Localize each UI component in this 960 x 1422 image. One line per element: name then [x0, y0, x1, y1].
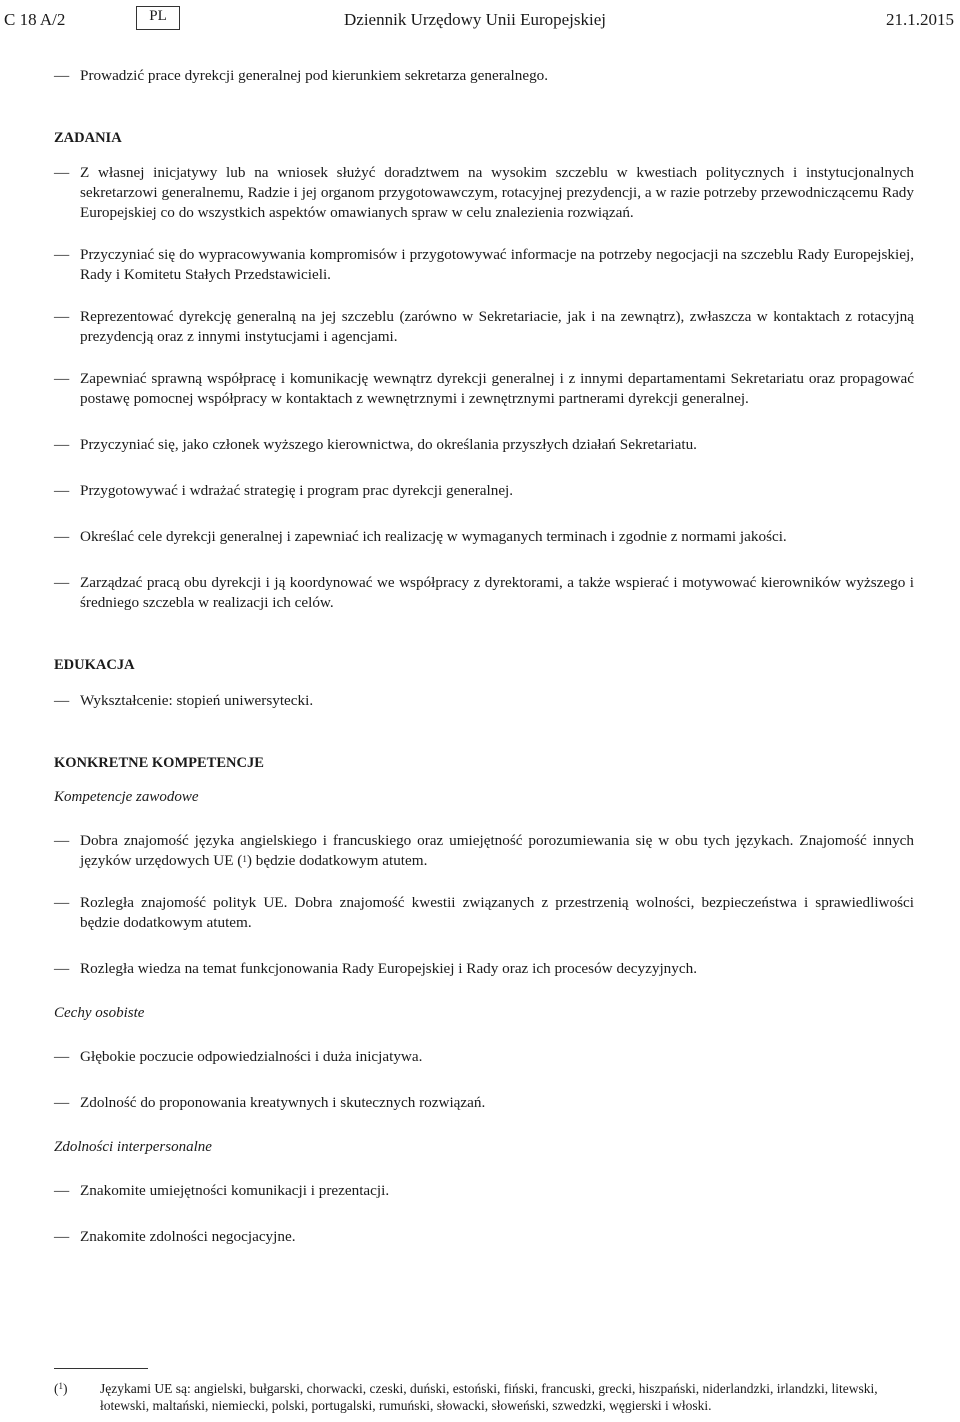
- em-dash: —: [54, 1228, 70, 1245]
- em-dash: —: [54, 1048, 70, 1065]
- em-dash: —: [54, 482, 70, 499]
- list-item: [54, 369, 914, 409]
- subsection-title-interpersonalne: Zdolności interpersonalne: [54, 1139, 212, 1155]
- list-item: [54, 1047, 914, 1067]
- item-text: Zapewniać sprawną współpracę i komunikację wewnątrz dyrekcji generalnej i z innymi departamentami Sekretariatu oraz propagować postawę pomocnej współpracy w kontaktach z wewnętrznymi i zewnętrznymi partnerami dyrekcji generalnej.: [80, 370, 914, 407]
- header-reference: C 18 A/2: [4, 10, 66, 29]
- main-content: [54, 66, 914, 1247]
- item-text: Głębokie poczucie odpowiedzialności i duża inicjatywa.: [80, 1048, 423, 1065]
- list-item: [54, 1227, 914, 1247]
- footnote-mark-number: 1: [58, 1381, 63, 1391]
- subsection-title-zawodowe: Kompetencje zawodowe: [54, 789, 199, 805]
- em-dash: —: [54, 164, 70, 181]
- item-text: Wykształcenie: stopień uniwersytecki.: [80, 692, 314, 709]
- list-item: [54, 435, 914, 455]
- section-title-edukacja: EDUKACJA: [54, 657, 135, 673]
- header-date: 21.1.2015: [886, 10, 954, 29]
- list-item: [54, 245, 914, 285]
- item-text: Rozległa wiedza na temat funkcjonowania Rady Europejskiej i Rady oraz ich procesów decyzyjnych.: [80, 960, 697, 977]
- item-text: Z własnej inicjatywy lub na wniosek służyć doradztwem na wysokim szczeblu w kwestiach politycznych i instytucjonalnych sekretarzowi generalnemu, Radzie i jej organom przygotowawczym, rotacyjnej prezydencji, a w razie potrzeby przewodniczącemu Rady Europejskiej co do wszystkich aspektów omawianych spraw w celu znalezienia rozwiązań.: [80, 164, 914, 221]
- footnote-mark: [54, 1380, 68, 1397]
- journal-title: Dziennik Urzędowy Unii Europejskiej: [344, 10, 607, 29]
- list-item: [54, 573, 914, 613]
- item-text: Znakomite umiejętności komunikacji i prezentacji.: [80, 1182, 390, 1199]
- list-item: [54, 527, 914, 547]
- item-text: Rozległa znajomość polityk UE. Dobra znajomość kwestii związanych z przestrzenią wolności, bezpieczeństwa i sprawiedliwości będzie dodatkowym atutem.: [80, 894, 914, 931]
- item-text: Przyczyniać się, jako członek wyższego kierownictwa, do określania przyszłych działań Sekretariatu.: [80, 436, 697, 453]
- em-dash: —: [54, 960, 70, 977]
- item-text: Reprezentować dyrekcję generalną na jej szczeblu (zarówno w Sekretariacie, jak i na zewnątrz), zwłaszcza w kontaktach z rotacyjną prezydencją oraz z innymi instytucjami i agencjami.: [80, 308, 914, 345]
- item-text: Zarządzać pracą obu dyrekcji i ją koordynować we współpracy z dyrektorami, a także wspierać i motywować kierowników wyższego i średniego szczebla w realizacji ich celów.: [80, 574, 914, 611]
- em-dash: —: [54, 1182, 70, 1199]
- list-item: [54, 959, 914, 979]
- item-text: Znakomite zdolności negocjacyjne.: [80, 1228, 296, 1245]
- footnote-text: Językami UE są: angielski, bułgarski, chorwacki, czeski, duński, estoński, fiński, francuski, grecki, hiszpański, niderlandzki, irlandzki, litewski, łotewski, maltański, niemiecki, polski, portugalski, rumuński, słowacki, słoweński, szwedzki, węgierski i włoski.: [100, 1381, 878, 1413]
- list-item: [54, 1181, 914, 1201]
- em-dash: —: [54, 308, 70, 325]
- item-text: Prowadzić prace dyrekcji generalnej pod kierunkiem sekretarza generalnego.: [80, 67, 549, 84]
- list-item: [54, 66, 914, 86]
- em-dash: —: [54, 370, 70, 387]
- em-dash: —: [54, 436, 70, 453]
- footnote-mark-close: ): [63, 1381, 68, 1396]
- subsection-title-osobiste: Cechy osobiste: [54, 1005, 145, 1021]
- em-dash: —: [54, 574, 70, 591]
- item-text: Zdolność do proponowania kreatywnych i skutecznych rozwiązań.: [80, 1094, 486, 1111]
- list-item: [54, 691, 914, 711]
- list-item: [54, 1093, 914, 1113]
- item-text-continued: ) będzie dodatkowym atutem.: [246, 852, 428, 869]
- em-dash: —: [54, 246, 70, 263]
- em-dash: —: [54, 894, 70, 911]
- section-title-kompetencje: KONKRETNE KOMPETENCJE: [54, 755, 264, 771]
- list-item: [54, 307, 914, 347]
- item-text: Przygotowywać i wdrażać strategię i program prac dyrekcji generalnej.: [80, 482, 514, 499]
- page-header: [0, 6, 960, 32]
- em-dash: —: [54, 528, 70, 545]
- footnote-mark-open: (: [54, 1381, 59, 1396]
- list-item: [54, 163, 914, 223]
- em-dash: —: [54, 67, 70, 84]
- list-item: [54, 481, 914, 501]
- footnote-rule: [54, 1368, 148, 1369]
- em-dash: —: [54, 832, 70, 849]
- list-item: [54, 893, 914, 933]
- item-text: Przyczyniać się do wypracowywania kompromisów i przygotowywać informacje na potrzeby negocjacji na szczeblu Rady Europejskiej, Rady i Komitetu Stałych Przedstawicieli.: [80, 246, 914, 283]
- item-text: Określać cele dyrekcji generalnej i zapewniać ich realizację w wymaganych terminach i zgodnie z normami jakości.: [80, 528, 787, 545]
- language-box: PL: [136, 6, 180, 30]
- list-item: [54, 831, 914, 871]
- em-dash: —: [54, 692, 70, 709]
- section-title-zadania: ZADANIA: [54, 130, 122, 146]
- em-dash: —: [54, 1094, 70, 1111]
- item-text: Dobra znajomość języka angielskiego i francuskiego oraz umiejętność porozumiewania się w obu tych językach. Znajomość innych języków urzędowych UE (: [80, 832, 914, 869]
- footnote-reference: 1: [242, 854, 247, 864]
